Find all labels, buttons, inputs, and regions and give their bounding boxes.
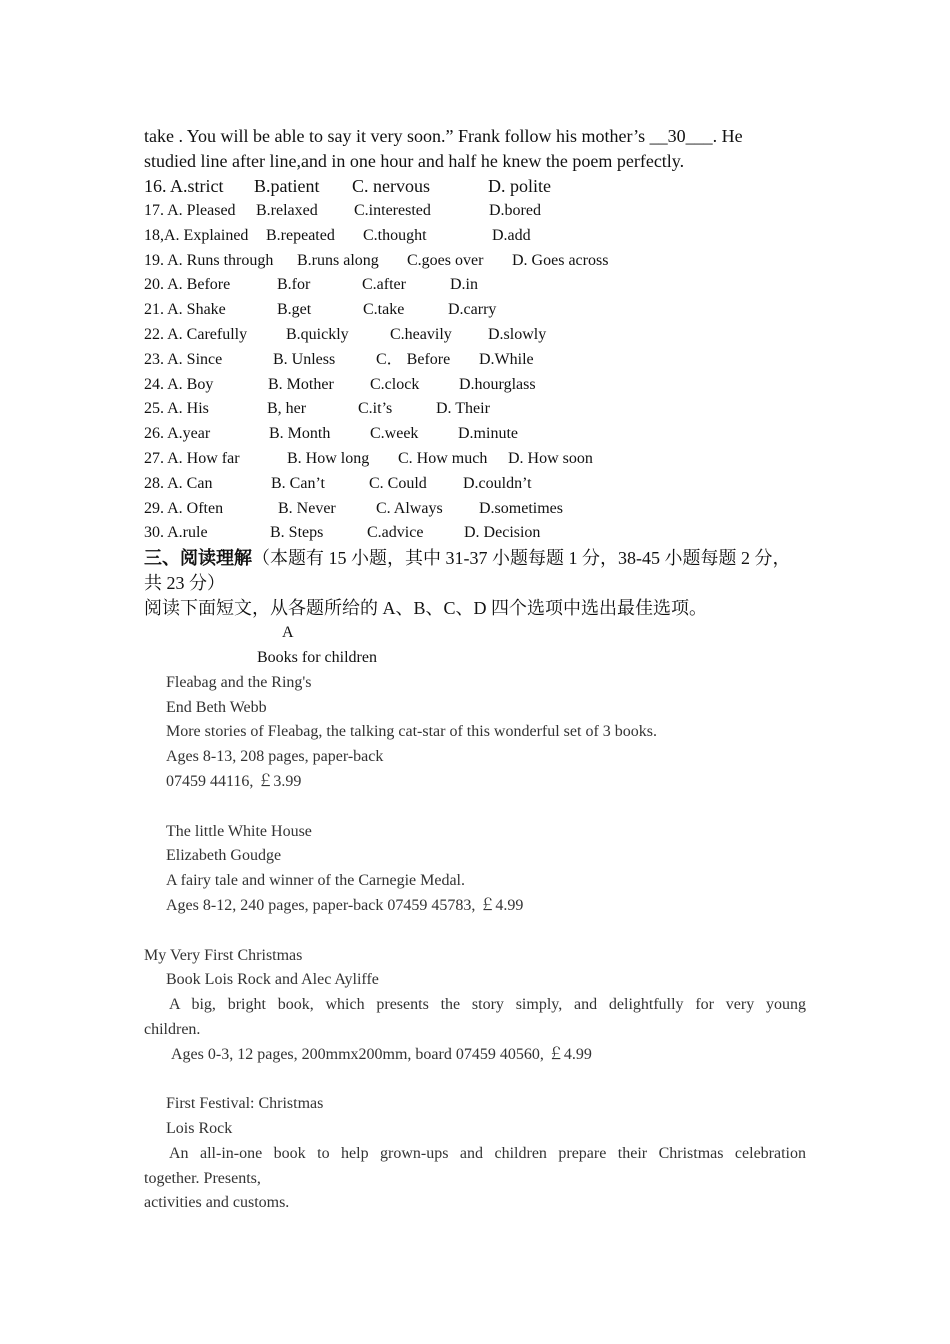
option-c: C.week (370, 425, 419, 443)
option-a: 30. A.rule (144, 524, 208, 542)
book2-title: The little White House (166, 822, 312, 840)
book4-description: An all-in-one book to help grown-ups and children prepare their Christmas celebration (169, 1144, 806, 1162)
option-a: 16. A.strict (144, 176, 224, 196)
book1-title: Fleabag and the Ring's (166, 673, 312, 691)
book1-description: More stories of Fleabag, the talking cat-star of this wonderful set of 3 books. (166, 723, 657, 741)
option-b: B. Steps (270, 524, 324, 542)
option-a: 25. A. His (144, 400, 209, 418)
passage-letter: A (282, 624, 294, 642)
option-b: B. Can’t (271, 474, 325, 492)
question-22 (144, 323, 808, 348)
option-a: 19. A. Runs through (144, 251, 274, 269)
section-note: （本题有 15 小题，其中 31-37 小题每题 1 分，38-45 小题每题 2 分， (252, 548, 791, 569)
book4-author: Lois Rock (166, 1120, 233, 1138)
option-d: D. Decision (464, 524, 541, 542)
spacer (144, 919, 808, 944)
option-d: D. Their (436, 400, 490, 418)
option-b: B.relaxed (256, 202, 318, 219)
option-a: 28. A. Can (144, 474, 213, 492)
book2-author: Elizabeth Goudge (166, 847, 282, 865)
option-d: D.minute (458, 425, 518, 443)
option-b: B. Month (269, 425, 331, 443)
option-c: C.take (363, 301, 405, 319)
book2-description: A fairy tale and winner of the Carnegie Medal. (166, 872, 465, 890)
option-b: B. Never (278, 499, 336, 517)
option-a: 22. A. Carefully (144, 325, 248, 343)
option-d: D.bored (489, 202, 541, 219)
book2-info: Ages 8-12, 240 pages, paper-back 07459 45783, ￡4.99 (166, 896, 524, 914)
option-c: C. nervous (352, 176, 430, 196)
option-d: D. polite (488, 176, 551, 196)
passage-title: Books for children (257, 648, 377, 666)
book1-price: 07459 44116, ￡3.99 (166, 772, 302, 790)
option-a: 21. A. Shake (144, 301, 226, 319)
book4-description-cont: together. Presents, (144, 1169, 261, 1187)
spacer (144, 795, 808, 820)
option-b: B.repeated (266, 226, 335, 244)
option-a: 29. A. Often (144, 499, 224, 517)
option-d: D. How soon (508, 449, 593, 467)
option-c: C.advice (367, 524, 424, 542)
question-28 (144, 472, 808, 497)
book3-info: Ages 0-3, 12 pages, 200mmx200mm, board 07459 40560, ￡4.99 (171, 1045, 592, 1063)
book4-description-end: activities and customs. (144, 1194, 290, 1212)
option-c: C. Always (376, 499, 443, 517)
option-b: B, her (267, 400, 307, 418)
option-c: C.interested (354, 202, 431, 219)
question-30 (144, 521, 808, 546)
question-24 (144, 373, 808, 398)
option-a: 27. A. How far (144, 449, 240, 467)
option-c: C.heavily (390, 325, 452, 343)
option-c: C． Before (376, 350, 451, 368)
question-17 (144, 199, 808, 224)
question-21 (144, 298, 808, 323)
section-heading (144, 546, 808, 571)
option-b: B. How long (287, 449, 370, 467)
option-b: B.runs along (297, 251, 379, 269)
book3-author: Book Lois Rock and Alec Ayliffe (166, 971, 379, 989)
question-18 (144, 224, 808, 249)
question-23 (144, 348, 808, 373)
option-b: B. Unless (273, 350, 336, 368)
option-b: B.for (277, 276, 311, 294)
section-note-cont: 共 23 分） (144, 573, 225, 594)
book3-title: My Very First Christmas (144, 946, 303, 964)
option-a: 23. A. Since (144, 350, 223, 368)
option-a: 24. A. Boy (144, 375, 214, 393)
option-a: 18,A. Explained (144, 226, 249, 244)
question-29 (144, 497, 808, 522)
option-b: B.patient (254, 176, 320, 196)
option-d: D.sometimes (479, 499, 563, 517)
option-a: 17. A. Pleased (144, 202, 236, 219)
passage-text-line-2: studied line after line,and in one hour and half he knew the poem perfectly. (144, 151, 685, 171)
option-c: C.clock (370, 375, 420, 393)
book3-description: A big, bright book, which presents the story simply, and delightfully for very young (169, 996, 806, 1014)
option-d: D.While (479, 350, 534, 368)
question-27 (144, 447, 808, 472)
option-d: D.in (450, 276, 478, 294)
option-c: C. How much (398, 449, 488, 467)
option-a: 20. A. Before (144, 276, 231, 294)
question-20 (144, 273, 808, 298)
book3-description-cont: children. (144, 1020, 201, 1038)
option-c: C.thought (363, 226, 427, 244)
option-d: D. Goes across (512, 251, 609, 269)
option-b: B. Mother (268, 375, 334, 393)
option-c: C.it’s (358, 400, 393, 418)
option-a: 26. A.year (144, 425, 211, 443)
option-d: D.carry (448, 301, 497, 319)
passage-text-line-1: take . You will be able to say it very soon.” Frank follow his mother’s __30___. He (144, 126, 743, 146)
book1-author: End Beth Webb (166, 698, 267, 716)
question-25 (144, 397, 808, 422)
option-d: D.hourglass (459, 375, 536, 393)
spacer (144, 1068, 808, 1093)
book1-info: Ages 8-13, 208 pages, paper-back (166, 748, 384, 766)
option-d: D.couldn’t (463, 474, 532, 492)
section-instruction: 阅读下面短文，从各题所给的 A、B、C、D 四个选项中选出最佳选项。 (144, 598, 708, 619)
option-b: B.quickly (286, 325, 349, 343)
question-19 (144, 249, 808, 274)
document-page (144, 124, 808, 1216)
option-b: B.get (277, 301, 312, 319)
option-c: C.goes over (407, 251, 484, 269)
question-16 (144, 174, 808, 199)
option-d: D.slowly (488, 325, 547, 343)
section-title: 三、阅读理解 (144, 548, 252, 569)
option-c: C.after (362, 276, 406, 294)
option-d: D.add (492, 226, 531, 244)
question-26 (144, 422, 808, 447)
book4-title: First Festival: Christmas (166, 1095, 324, 1113)
option-c: C. Could (369, 474, 427, 492)
